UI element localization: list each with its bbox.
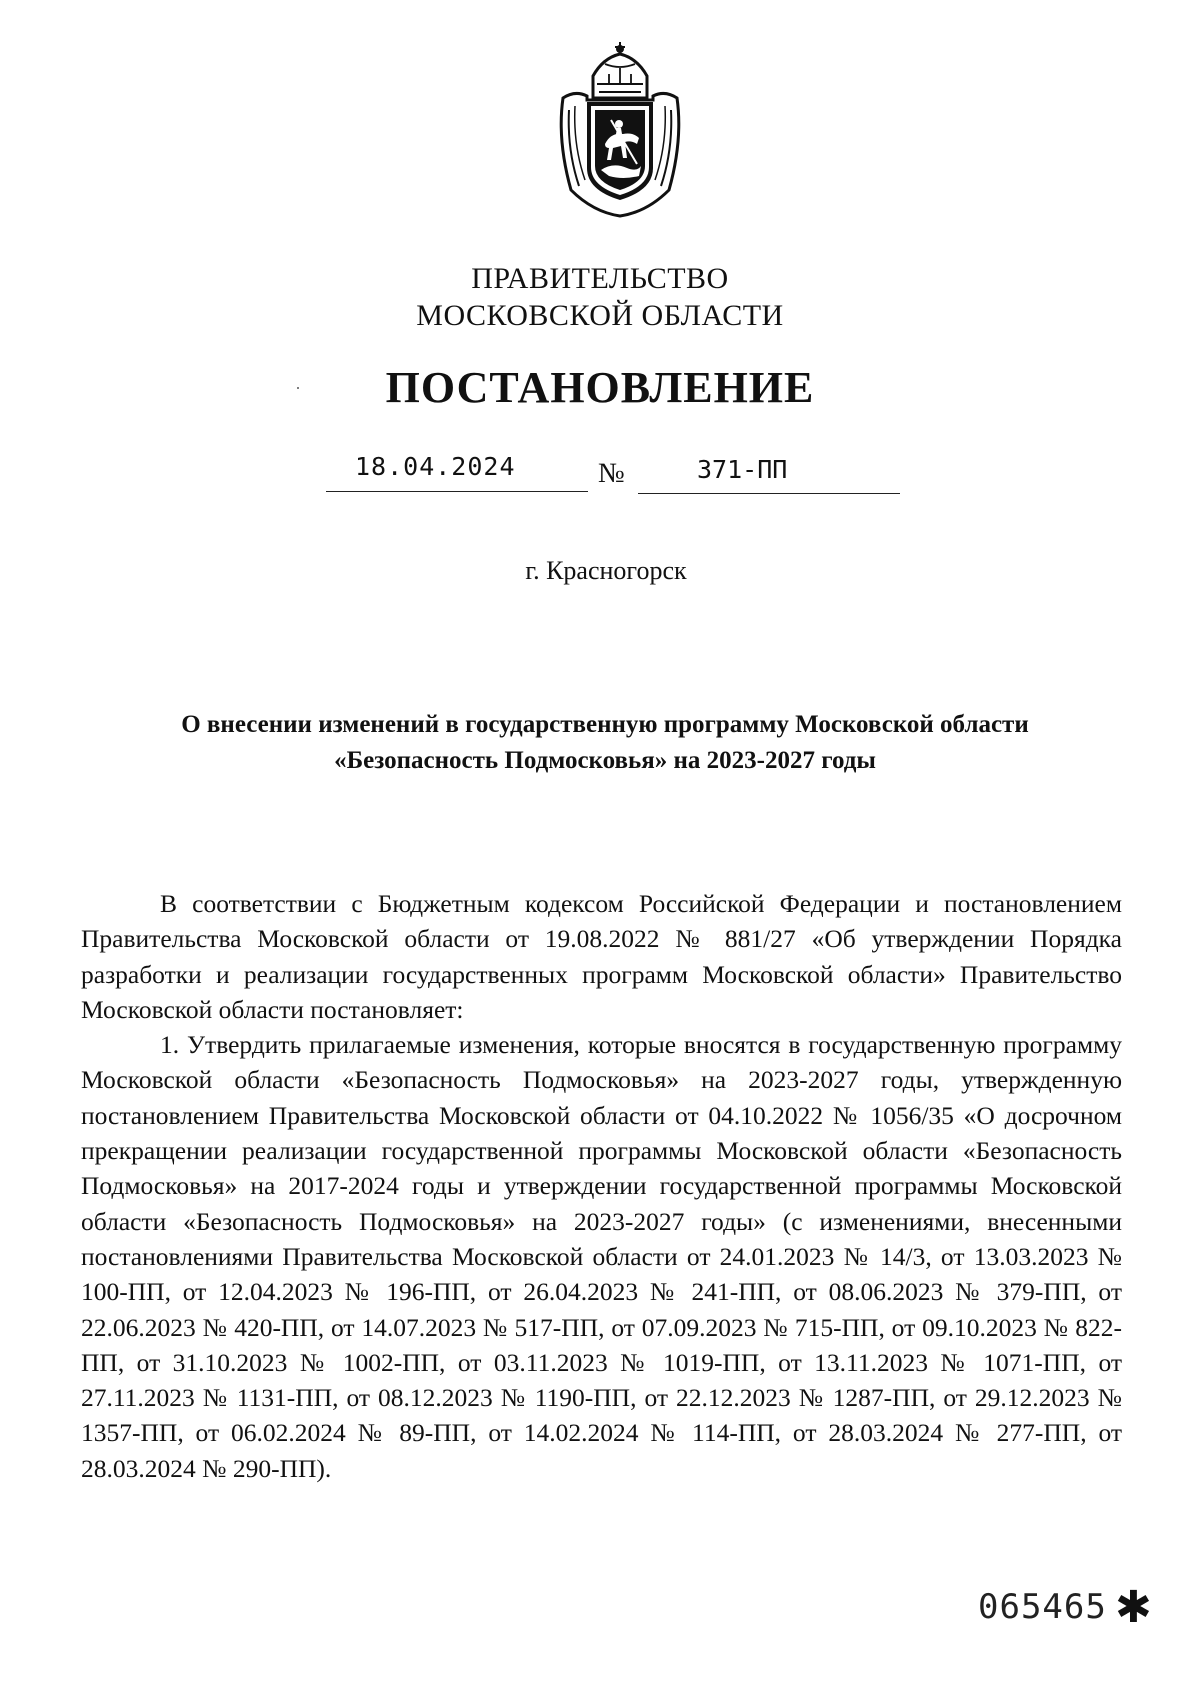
body-paragraph-preamble: В соответствии с Бюджетным кодексом Российской Федерации и постановлением Правительства Московской области от 19.08.2022 № 881/27 «Об утверждении Порядка разработки и реализации государственных программ Московской области» Правительство Московской области постановляет: [81,889,1122,1024]
government-title-line2: МОСКОВСКОЙ ОБЛАСТИ [416,299,784,332]
document-date: 18.04.2024 [355,452,516,481]
document-body [81,886,1122,1486]
number-sign: № [598,458,625,489]
subject-title-line1: О внесении изменений в государственную программу Московской области [181,711,1029,738]
coat-of-arms-icon [553,40,688,218]
document-kind-title: ПОСТАНОВЛЕНИЕ [385,363,815,412]
asterisk-icon: ✱ [1115,1582,1152,1633]
subject-title-line2: «Безопасность Подмосковья» на 2023-2027 годы [334,747,876,774]
city-of-issue: г. Красногорск [525,556,687,585]
body-paragraph-item-1: 1. Утвердить прилагаемые изменения, которые вносятся в государственную программу Московской области «Безопасность Подмосковья» на 2023-2027 годы, утвержденную постановлением Правительства Московской области от 04.10.2022 № 1056/35 «О досрочном прекращении реализации государственной программы Московской области «Безопасность Подмосковья» на 2017-2024 годы и утверждении государственной программы Московской области «Безопасность Подмосковья» на 2023-2027 годы» (с изменениями, внесенными постановлениями Правительства Московской области от 24.01.2023 № 14/3, от 13.03.2023 № 100-ПП, от 12.04.2023 № 196-ПП, от 26.04.2023 № 241-ПП, от 08.06.2023 № 379-ПП, от 22.06.2023 № 420-ПП, от 14.07.2023 № 517-ПП, от 07.09.2023 № 715-ПП, от 09.10.2023 № 822-ПП, от 31.10.2023 № 1002-ПП, от 03.11.2023 № 1019-ПП, от 13.11.2023 № 1071-ПП, от 27.11.2023 № 1131-ПП, от 08.12.2023 № 1190-ПП, от 22.12.2023 № 1287-ПП, от 29.12.2023 № 1357-ПП, от 06.02.2024 № 89-ПП, от 14.02.2024 № 114-ПП, от 28.03.2024 № 277-ПП, от 28.03.2024 № 290-ПП). [81,1030,1122,1483]
serial-number: 065465 [978,1587,1107,1627]
government-title-line1: ПРАВИТЕЛЬСТВО [471,262,729,295]
document-number: 371-ПП [697,455,788,484]
